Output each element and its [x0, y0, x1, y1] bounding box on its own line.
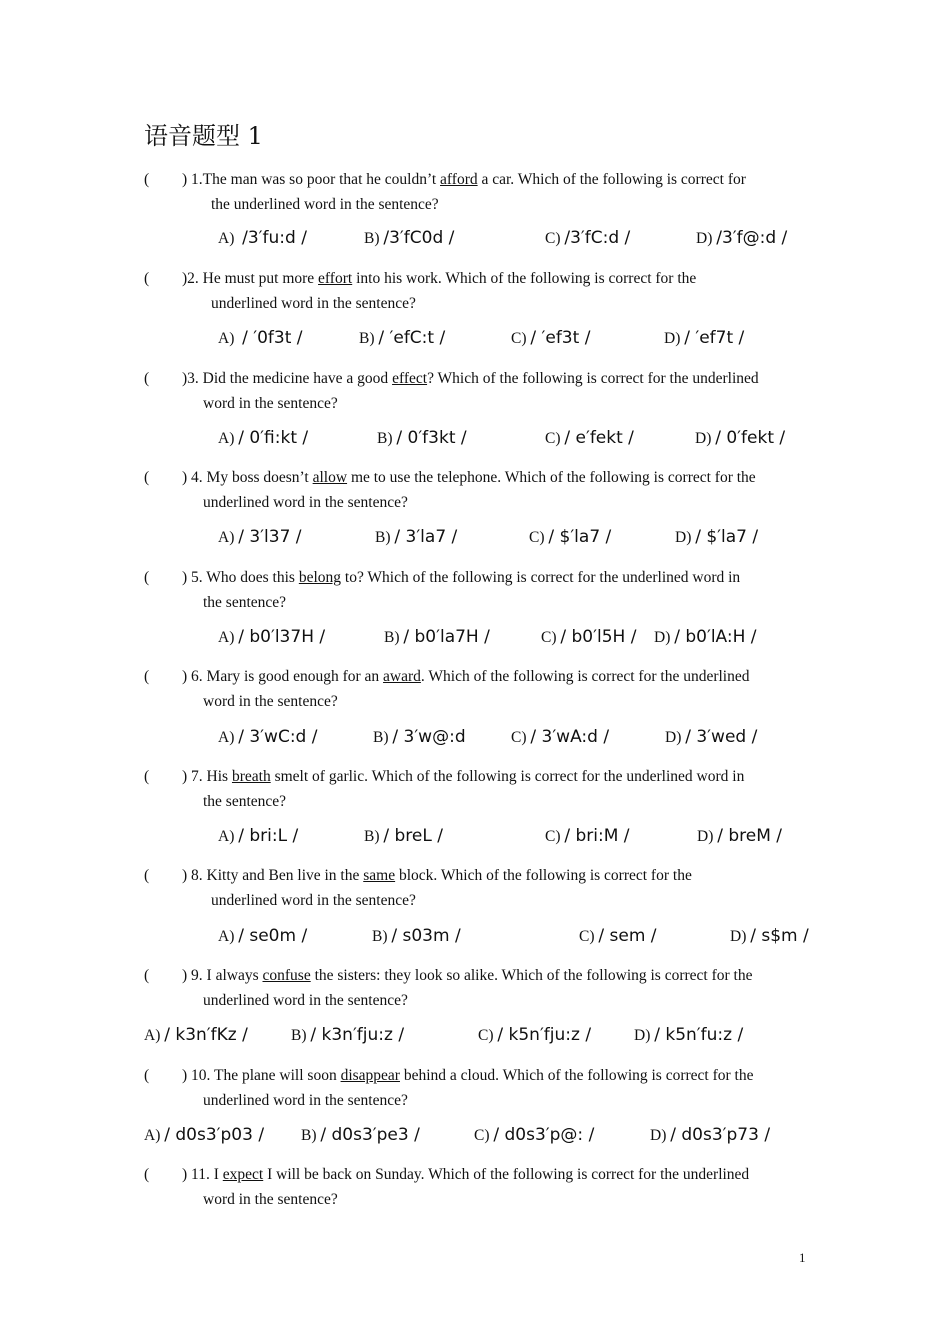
option-b[interactable]: B) / 3′la7 / — [375, 527, 458, 547]
option-a[interactable]: A) / 0′fi:kt / — [218, 428, 309, 448]
answer-blank[interactable]: ( ) — [144, 668, 188, 685]
option-a[interactable]: A) / d0s3′p03 / — [144, 1125, 265, 1145]
answer-blank[interactable]: ( ) — [144, 569, 188, 586]
option-d[interactable]: D) / breM / — [697, 826, 783, 846]
question-5: ( ) 5. Who does this belong to? Which of the following is correct for the underlined word in the sentence? — [144, 569, 741, 611]
answer-blank[interactable]: ( ) — [144, 768, 188, 785]
question-2: ( )2. He must put more effort into his work. Which of the following is correct for the underlined word in the sentence? — [144, 270, 697, 312]
question-3: ( )3. Did the medicine have a good effect? Which of the following is correct for the underlined word in the sentence? — [144, 370, 759, 412]
option-b[interactable]: B) / k3n′fju:z / — [291, 1025, 405, 1045]
option-b[interactable]: B) / b0′la7H / — [384, 627, 490, 647]
underlined-word: effect — [392, 370, 428, 387]
option-c[interactable]: C) / bri:M / — [545, 826, 630, 846]
underlined-word: expect — [222, 1166, 264, 1183]
option-a[interactable]: A) / b0′l37H / — [218, 627, 326, 647]
option-b[interactable]: B) / d0s3′pe3 / — [301, 1125, 420, 1145]
option-a[interactable]: A) / se0m / — [218, 926, 308, 946]
question-10: ( ) 10. The plane will soon disappear behind a cloud. Which of the following is correct for the underlined word in the sentence? — [144, 1067, 754, 1109]
answer-blank[interactable]: ( ) — [144, 370, 188, 387]
underlined-word: breath — [231, 768, 271, 785]
option-c[interactable]: C) / $′la7 / — [529, 527, 612, 547]
underlined-word: allow — [312, 469, 348, 486]
option-a[interactable]: A) / 3′wC:d / — [218, 727, 318, 747]
underlined-word: same — [363, 867, 396, 884]
question-6: ( ) 6. Mary is good enough for an award. Which of the following is correct for the underlined word in the sentence? — [144, 668, 750, 710]
underlined-word: confuse — [262, 967, 311, 984]
underlined-word: award — [383, 668, 421, 685]
underlined-word: effort — [318, 270, 353, 287]
question-11: ( ) 11. I expect I will be back on Sunday. Which of the following is correct for the underlined word in the sentence? — [144, 1166, 750, 1208]
option-c[interactable]: C) /3′fC:d / — [545, 228, 631, 248]
question-4: ( ) 4. My boss doesn’t allow me to use the telephone. Which of the following is correct for the underlined word in the sentence? — [144, 469, 756, 511]
option-b[interactable]: B) / 3′w@:d — [373, 727, 466, 747]
option-a[interactable]: A) / k3n′fKz / — [144, 1025, 248, 1045]
option-a[interactable]: A) / ′0f3t / — [218, 328, 303, 348]
answer-blank[interactable]: ( ) — [144, 270, 188, 287]
option-d[interactable]: D) / $′la7 / — [675, 527, 759, 547]
question-8: ( ) 8. Kitty and Ben live in the same block. Which of the following is correct for the underlined word in the sentence? — [144, 867, 692, 909]
question-1: ( ) 1.The man was so poor that he couldn’t afford a car. Which of the following is correct for the underlined word in the sentence? — [144, 171, 746, 213]
option-c[interactable]: C) / ′ef3t / — [511, 328, 591, 348]
option-c[interactable]: C) / b0′l5H / — [541, 627, 637, 647]
question-7: ( ) 7. His breath smelt of garlic. Which of the following is correct for the underlined word in the sentence? — [144, 768, 745, 810]
option-b[interactable]: B) / 0′f3kt / — [377, 428, 467, 448]
underlined-word: belong — [298, 569, 342, 586]
option-c[interactable]: C) / k5n′fju:z / — [478, 1025, 592, 1045]
option-c[interactable]: C) / e′fekt / — [545, 428, 634, 448]
underlined-word: afford — [440, 171, 478, 188]
option-d[interactable]: D) / b0′lA:H / — [654, 627, 757, 647]
option-c[interactable]: C) / 3′wA:d / — [511, 727, 610, 747]
option-d[interactable]: D) /3′f@:d / — [696, 228, 788, 248]
underlined-word: disappear — [340, 1067, 400, 1084]
option-b[interactable]: B) / ′efC:t / — [359, 328, 446, 348]
option-d[interactable]: D) / s$m / — [730, 926, 809, 946]
option-d[interactable]: D) / d0s3′p73 / — [650, 1125, 771, 1145]
page-title: 语音题型 1 — [144, 122, 263, 150]
option-c[interactable]: C) / d0s3′p@: / — [474, 1125, 595, 1145]
answer-blank[interactable]: ( ) — [144, 1166, 188, 1183]
page-number: 1 — [799, 1250, 806, 1265]
answer-blank[interactable]: ( ) — [144, 867, 188, 884]
option-d[interactable]: D) / 3′wed / — [665, 727, 758, 747]
option-d[interactable]: D) / ′ef7t / — [664, 328, 745, 348]
option-a[interactable]: A) / bri:L / — [218, 826, 299, 846]
answer-blank[interactable]: ( ) — [144, 469, 188, 486]
option-b[interactable]: B) /3′fC0d / — [364, 228, 455, 248]
option-c[interactable]: C) / sem / — [579, 926, 657, 946]
answer-blank[interactable]: ( ) — [144, 171, 188, 188]
option-a[interactable]: A) /3′fu:d / — [218, 228, 307, 248]
answer-blank[interactable]: ( ) — [144, 967, 188, 984]
option-d[interactable]: D) / k5n′fu:z / — [634, 1025, 744, 1045]
question-9: ( ) 9. I always confuse the sisters: they look so alike. Which of the following is correct for the underlined word in the sentence? — [144, 967, 753, 1009]
answer-blank[interactable]: ( ) — [144, 1067, 188, 1084]
option-b[interactable]: B) / breL / — [364, 826, 443, 846]
option-d[interactable]: D) / 0′fekt / — [695, 428, 786, 448]
option-a[interactable]: A) / 3′l37 / — [218, 527, 302, 547]
option-b[interactable]: B) / s03m / — [372, 926, 461, 946]
